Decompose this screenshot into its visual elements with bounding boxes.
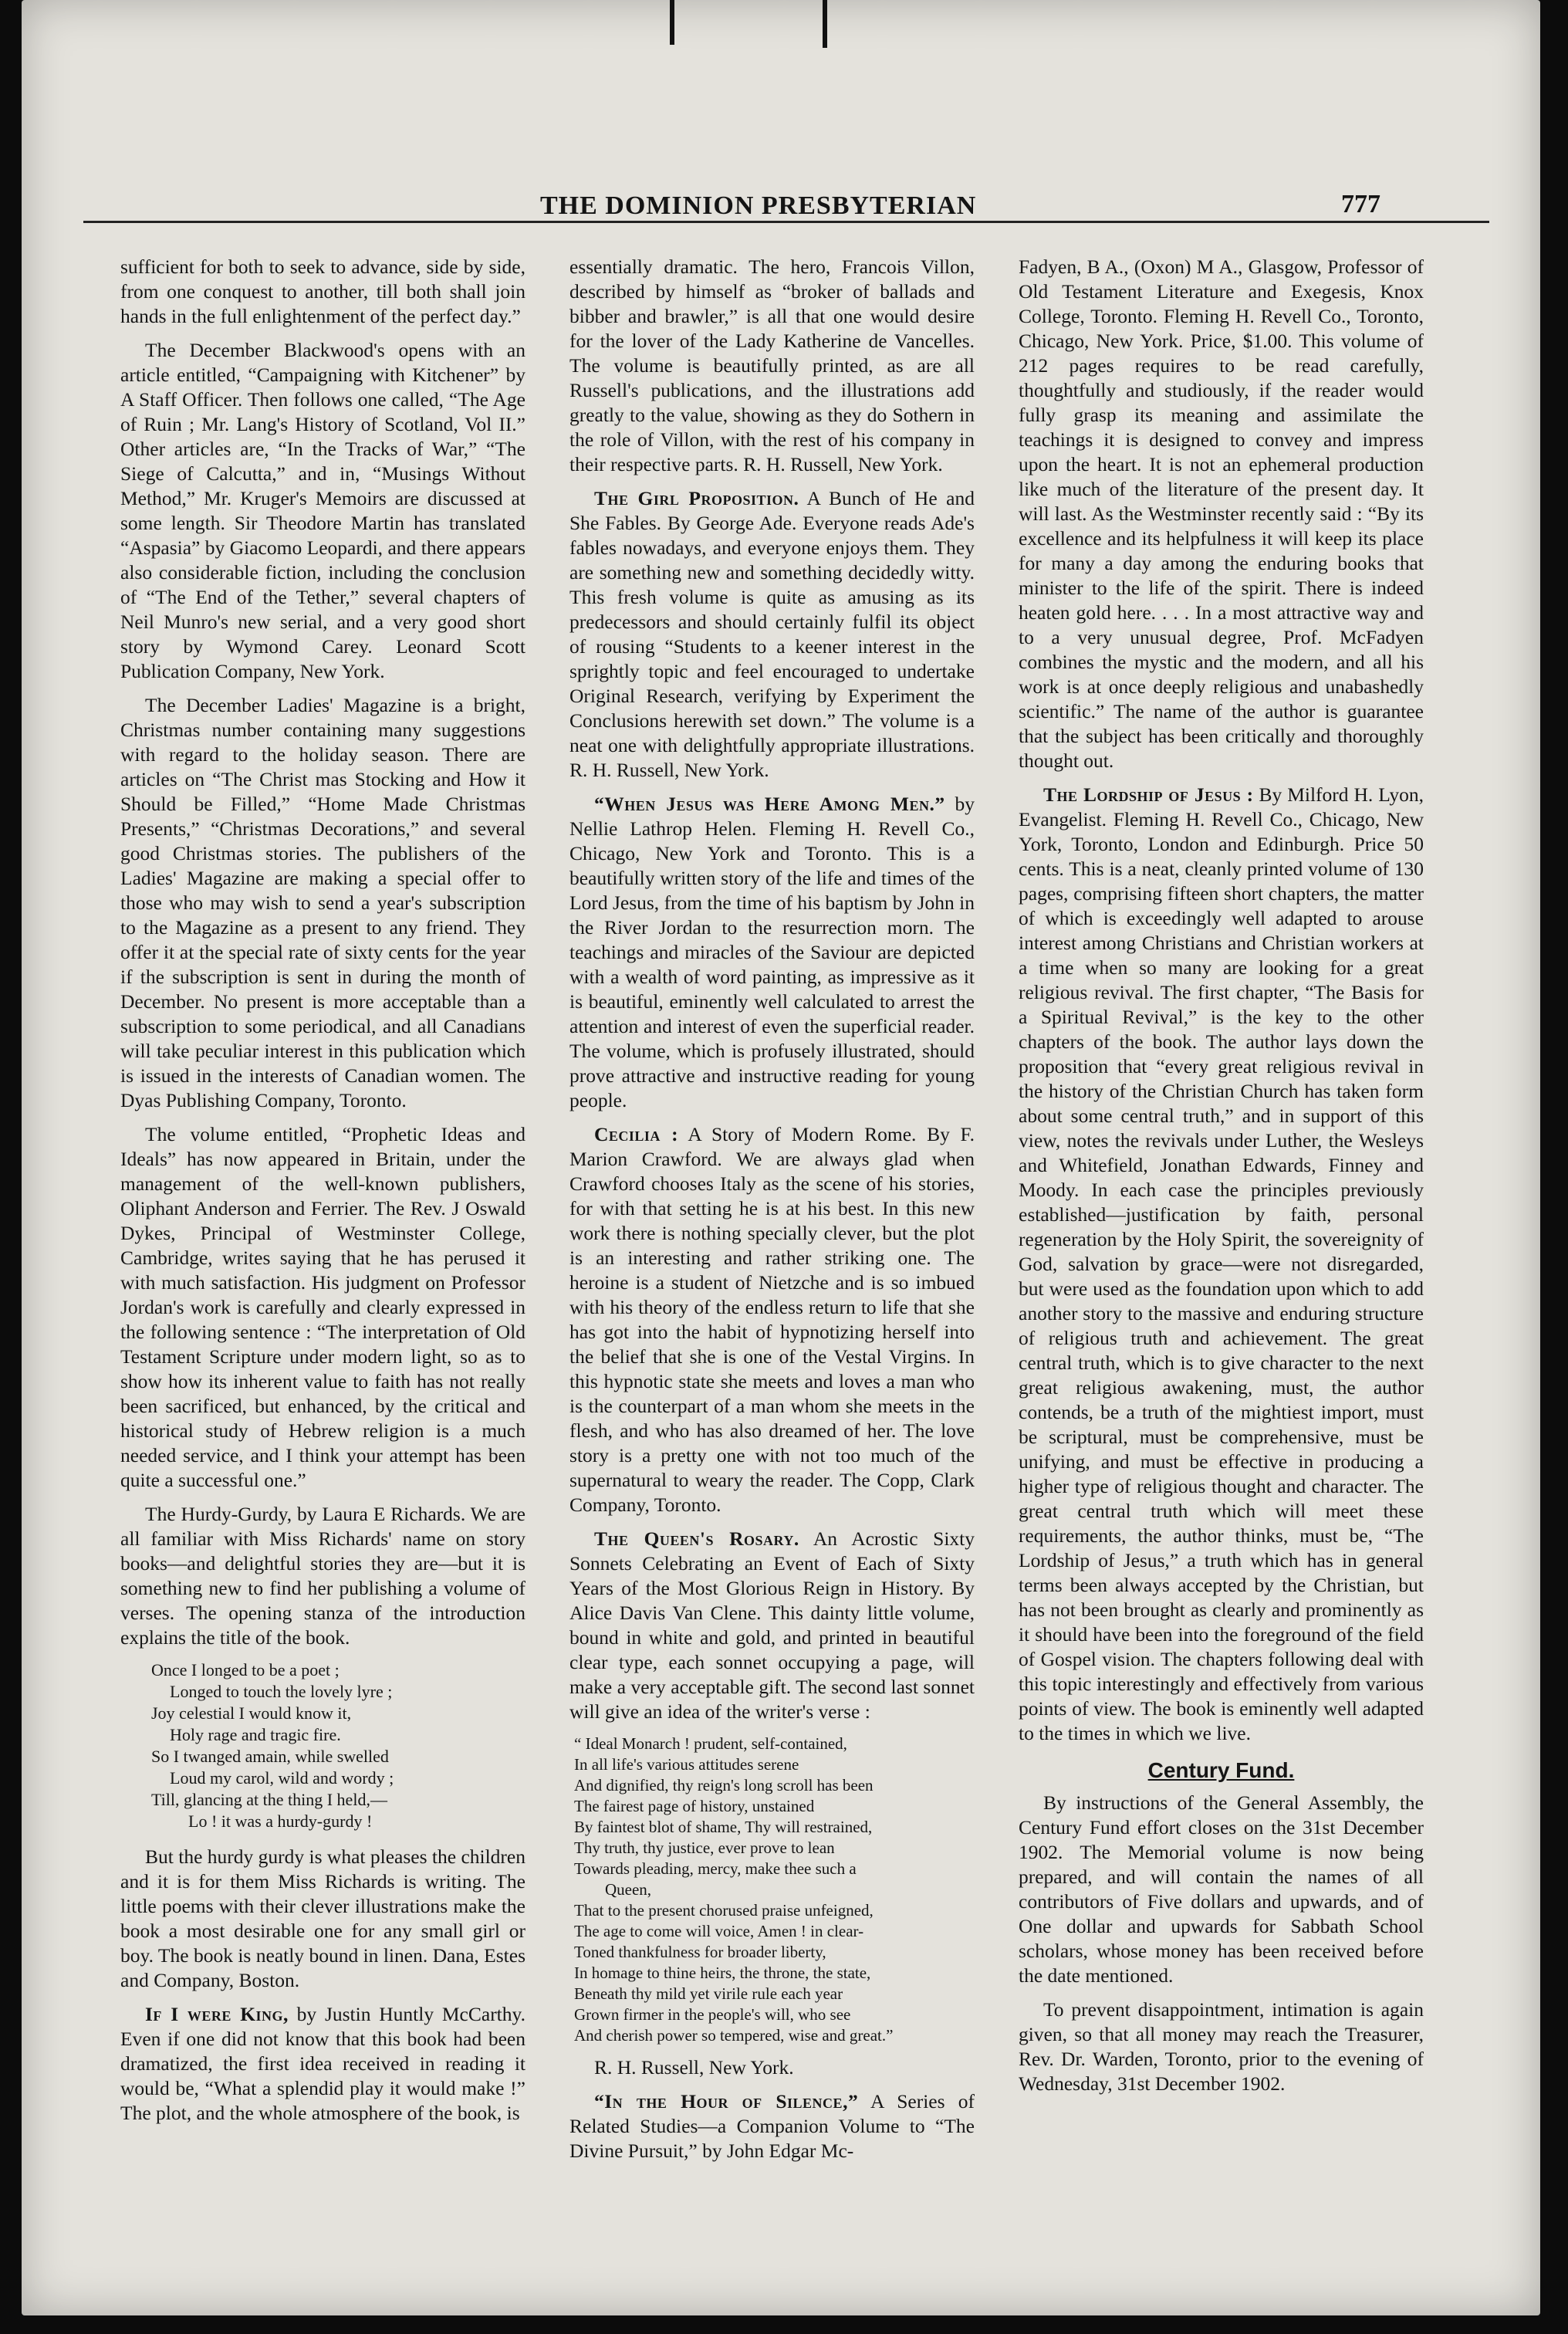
review-body: By Milford H. Lyon, Evangelist. Fleming H. Revell Co., Chicago, New York, Toronto, London and Edinburgh. Price 50 cents. This is a neat, cleanly printed volume of 130 pages, comprising fifteen short chapters, the matter of which is exceedingly well adapted to arouse interest among Christians and Christian workers at a time when so many are looking for a great religious revival. The first chapter, “The Basis for a Spiritual Revival,” is the key to the other chapters of the book. The author lays down the proposition that “every great religious revival in the history of the Christian Church has taken form about some central truth,” and in support of this view, notes the revivals under Luther, the Wesleys and Whitefield, Jonathan Edwards, Finney and Moody. In each case the principles previously established—justification by faith, personal regeneration by the Holy Spirit, the sovereignity of God, salvation by grace—were not disregarded, but were used as the foundation upon which to add another story to the massive and enduring structure of religious truth and achievement. The great central truth, which is to give character to the next great religious awakening, must, the author contends, be a truth of the mightiest import, must be scriptural, must be comprehensive, must be unifying, and must be effective in producing a higher type of religious thought and character. The great central truth which will meet these requirements, the author thinks, must be, “The Lordship of Jesus,” a truth which has in general terms been always accepted by the Christian, but has not been brought as clearly and prominently as it should have been into the foreground of the field of Gospel vision. The chapters following deal with this topic interestingly and effectively from various points of view. The book is eminently well adapted to the times in which we live.: [1019, 783, 1424, 1744]
review-title: The Girl Proposition.: [594, 487, 799, 509]
quote-line: The age to come will voice, Amen ! in clear-: [574, 1922, 864, 1940]
review-body: A Story of Modern Rome. By F. Marion Crawford. We are always glad when Crawford chooses Italy as the scene of his stories, for with that setting he is at his best. In this new work there is nothing specially clever, but the plot is an interesting and rather striking one. The heroine is a student of Nietzche and is so imbued with his theory of the endless return to life that she has got into the habit of hypnotizing herself into the belief that she is one of the Vestal Virgins. In this hypnotic state she meets and loves a man who is the counterpart of a man whom she meets in the flesh, and who has also dreamed of her. The love story is a pretty one with not too much of the supernatural to weary the reader. The Copp, Clark Company, Toronto.: [569, 1123, 975, 1516]
poem-line: Lo ! it was a hurdy-gurdy !: [188, 1811, 373, 1831]
poem-line: Longed to touch the lovely lyre ;: [170, 1682, 393, 1701]
paragraph-ladies-magazine: The December Ladies' Magazine is a bright, Christmas number containing many suggestions with regard to the holiday season. There are articles on “The Christ mas Stocking and How it Should be Filled,” “Home Made Christmas Presents,” “Christmas Decorations,” and several good Christmas stories. The publishers of the Ladies' Magazine are making a special offer to those who may wish to send a year's subscription to the Magazine as a present to any friend. They offer it at the special rate of sixty cents for the year if the subscription is sent in during the month of December. No present is more acceptable than a subscription to some periodical, and all Canadians will take peculiar interest in this publication which is issued in the interests of Canadian women. The Dyas Publishing Company, Toronto.: [120, 694, 525, 1111]
review-title: The Lordship of Jesus :: [1043, 783, 1254, 806]
quote-line: By faintest blot of shame, Thy will restrained,: [574, 1818, 873, 1836]
quote-line: Queen,: [605, 1880, 652, 1899]
header-rule: [83, 221, 1489, 223]
paragraph-hurdy-gurdy: The Hurdy-Gurdy, by Laura E Richards. We are all familiar with Miss Richards' name on story books—and delightful stories they are—but it is something new to find her publishing a volume of verses. The opening stanza of the introduction explains the title of the book.: [120, 1503, 525, 1649]
review-title: “When Jesus was Here Among Men.”: [594, 793, 945, 815]
paragraph: sufficient for both to seek to advance, side by side, from one conquest to another, till both shall join hands in the full enlightenment of the perfect day.”: [120, 255, 525, 327]
column-right: [1019, 255, 1424, 2106]
paragraph-blackwoods: The December Blackwood's opens with an article entitled, “Campaigning with Kitchener” by A Staff Officer. Then follows one called, “The Age of Ruin ; Mr. Lang's History of Scotland, Vol II.” Other articles are, “In the Tracks of War,” “The Siege of Calcutta,” and in, “Musings Without Method,” Mr. Kruger's Memoirs are discussed at some length. Sir Theodore Martin has translated “Aspasia” by Giacomo Leopardi, and there appears also considerable fiction, including the conclusion of “The End of the Tether,” several chapters of Neil Munro's new serial, and a very good short story by Wymond Carey. Leonard Scott Publication Company, New York.: [120, 339, 525, 682]
quote-line: Thy truth, thy justice, ever prove to lean: [574, 1838, 835, 1857]
quote-line: Beneath thy mild yet virile rule each year: [574, 1984, 843, 2003]
review-body: by Justin Huntly McCarthy. Even if one did not know that this book had been dramatized, the first idea received in reading it would be, “What a splendid play it would make !” The plot, and the whole atmosphere of the book, is: [120, 2003, 525, 2124]
paragraph-queens-rosary: [569, 1527, 975, 1724]
quote-line: Grown firmer in the people's will, who see: [574, 2005, 851, 2024]
paragraph-prophetic-ideas: The volume entitled, “Prophetic Ideas and Ideals” has now appeared in Britain, under the management of the well-known publishers, Oliphant Anderson and Ferrier. The Rev. J Oswald Dykes, Principal of Westminster College, Cambridge, writes saying that he has perused it with much satisfaction. His judgment on Professor Jordan's work is carefully and clearly expressed in the following sentence : “The interpretation of Old Testament Scripture under modern light, so as to show how its inherent value to faith has not really been sacrificed, but enhanced, by the critical and historical study of Hebrew religion is a much needed service, and I think your attempt has been quite a successful one.”: [120, 1123, 525, 1491]
sonnet-quote: [574, 1734, 975, 2046]
quote-line: Towards pleading, mercy, make thee such a: [574, 1859, 857, 1878]
paragraph-cecilia: [569, 1122, 975, 1517]
poem-line: Holy rage and tragic fire.: [170, 1725, 341, 1744]
poem-line: Joy celestial I would know it,: [151, 1703, 352, 1723]
paragraph-hurdy-gurdy-review: But the hurdy gurdy is what pleases the children and it is for them Miss Richards is writing. The little poems with their clever illustrations make the book a most desirable one for any small girl or boy. The book is neatly bound in linen. Dana, Estes and Company, Boston.: [120, 1845, 525, 1991]
quote-line: The fairest page of history, unstained: [574, 1797, 815, 1815]
paragraph-hour-of-silence: [569, 2089, 975, 2163]
poem-hurdy-gurdy: [151, 1659, 525, 1832]
paragraph: essentially dramatic. The hero, Francois Villon, described by himself as “broker of ballads and bibber and brawler,” is all that one would desire for the lover of the Lady Katherine de Vancelles. The volume is beautifully printed, as are all Russell's publications, and the illustrations add greatly to the value, showing as they do Sothern in the role of Villon, with the rest of his company in their respective parts. R. H. Russell, New York.: [569, 255, 975, 475]
poem-line: Once I longed to be a poet ;: [151, 1660, 340, 1679]
column-middle: [569, 255, 975, 2173]
page-number: 777: [1341, 190, 1380, 218]
poem-line: Till, glancing at the thing I held,—: [151, 1790, 387, 1809]
section-heading-century-fund: Century Fund.: [1147, 1758, 1295, 1782]
column-left: [120, 255, 525, 2135]
paragraph: Fadyen, B A., (Oxon) M A., Glasgow, Professor of Old Testament Literature and Exegesis, Knox College, Toronto. Fleming H. Revell Co., Toronto, Chicago, New York. Price, $1.00. This volume of 212 pages requires to be read carefully, thoughtfully and studiously, if the reader would fully grasp its meaning and assimilate the teachings it is designed to convey and impress upon the heart. It is not an ephemeral production like much of the literature of the present day. It will last. As the Westminster recently said : “By its excellence and its helpfulness it will keep its place for many a day among the enduring books that minister to the life of the spirit. There is indeed heaten gold here. . . . In a most attractive way and to a very unusual degree, Prof. McFadyen combines the mystic and the modern, and all his work is at once deeply religious and unabashedly scientific.” The name of the author is guarantee that the subject has been critically and thoroughly thought out.: [1019, 255, 1424, 772]
quote-line: And cherish power so tempered, wise and great.”: [574, 2026, 894, 2045]
quote-line: That to the present chorused praise unfeigned,: [574, 1901, 874, 1920]
quote-line: In all life's various attitudes serene: [574, 1755, 799, 1774]
paragraph-girl-proposition: [569, 486, 975, 783]
quote-line: In homage to thine heirs, the throne, the state,: [574, 1964, 871, 1982]
quote-line: Toned thankfulness for broader liberty,: [574, 1943, 826, 1961]
review-title: Cecilia :: [594, 1123, 679, 1145]
quote-line: And dignified, thy reign's long scroll has been: [574, 1776, 874, 1794]
review-title: If I were King,: [145, 2003, 289, 2025]
paragraph-if-i-were-king: [120, 2002, 525, 2126]
review-body: A Series of Related Studies—a Companion Volume to “The Divine Pursuit,” by John Edgar Mc-: [569, 2090, 975, 2162]
review-body: by Nellie Lathrop Helen. Fleming H. Revell Co., Chicago, New York and Toronto. This is a beautifully written story of the life and times of the Lord Jesus, from the time of his baptism by John in the River Jordan to the resurrection morn. The teachings and miracles of the Saviour are depicted with a wealth of word painting, as impressive as it is beautiful, eminently well calculated to arrest the attention and interest of even the superficial reader. The volume, which is profusely illustrated, should prove attractive and instructive reading for young people.: [569, 793, 975, 1111]
review-body: A Bunch of He and She Fables. By George Ade. Everyone reads Ade's fables nowadays, and everyone enjoys them. They are something new and something decidedly witty. This fresh volume is quite as amusing as its predecessors and should certainly fulfil its object of rousing “Students to a keener interest in the sprightly topic and feel encouraged to undertake Original Research, verifying by Experiment the Conclusions herewith set down.” The volume is a neat one with delightfully appropriate illustrations. R. H. Russell, New York.: [569, 487, 975, 781]
paragraph-lordship-of-jesus: [1019, 783, 1424, 1746]
poem-line: Loud my carol, wild and wordy ;: [170, 1768, 394, 1788]
poem-line: So I twanged amain, while swelled: [151, 1747, 389, 1766]
quote-line: “ Ideal Monarch ! prudent, self-contained,: [574, 1734, 847, 1753]
paragraph-intimation: To prevent disappointment, intimation is again given, so that all money may reach the Treasurer, Rev. Dr. Warden, Toronto, prior to the evening of Wednesday, 31st December 1902.: [1019, 1998, 1424, 2095]
binding-mark: [823, 0, 827, 48]
paragraph-when-jesus: [569, 792, 975, 1113]
paragraph-publisher: R. H. Russell, New York.: [594, 2056, 794, 2079]
review-title: The Queen's Rosary.: [594, 1527, 799, 1550]
running-head: THE DOMINION PRESBYTERIAN: [540, 191, 977, 220]
binding-mark: [670, 0, 674, 45]
review-title: “In the Hour of Silence,”: [594, 2090, 859, 2112]
review-body: An Acrostic Sixty Sonnets Celebrating an Event of Each of Sixty Years of the Most Glorious Reign in History. By Alice Davis Van Clene. This dainty little volume, bound in white and gold, and printed in beautiful clear type, each sonnet occupying a page, will make a very acceptable gift. The second last sonnet will give an idea of the writer's verse :: [569, 1527, 975, 1723]
paragraph-century-fund: By instructions of the General Assembly, the Century Fund effort closes on the 31st December 1902. The Memorial volume is now being prepared, and will contain the names of all contributors of Five dollars and upwards, and of One dollar and upwards for Sabbath School scholars, whose money has been received before the date mentioned.: [1019, 1791, 1424, 1987]
